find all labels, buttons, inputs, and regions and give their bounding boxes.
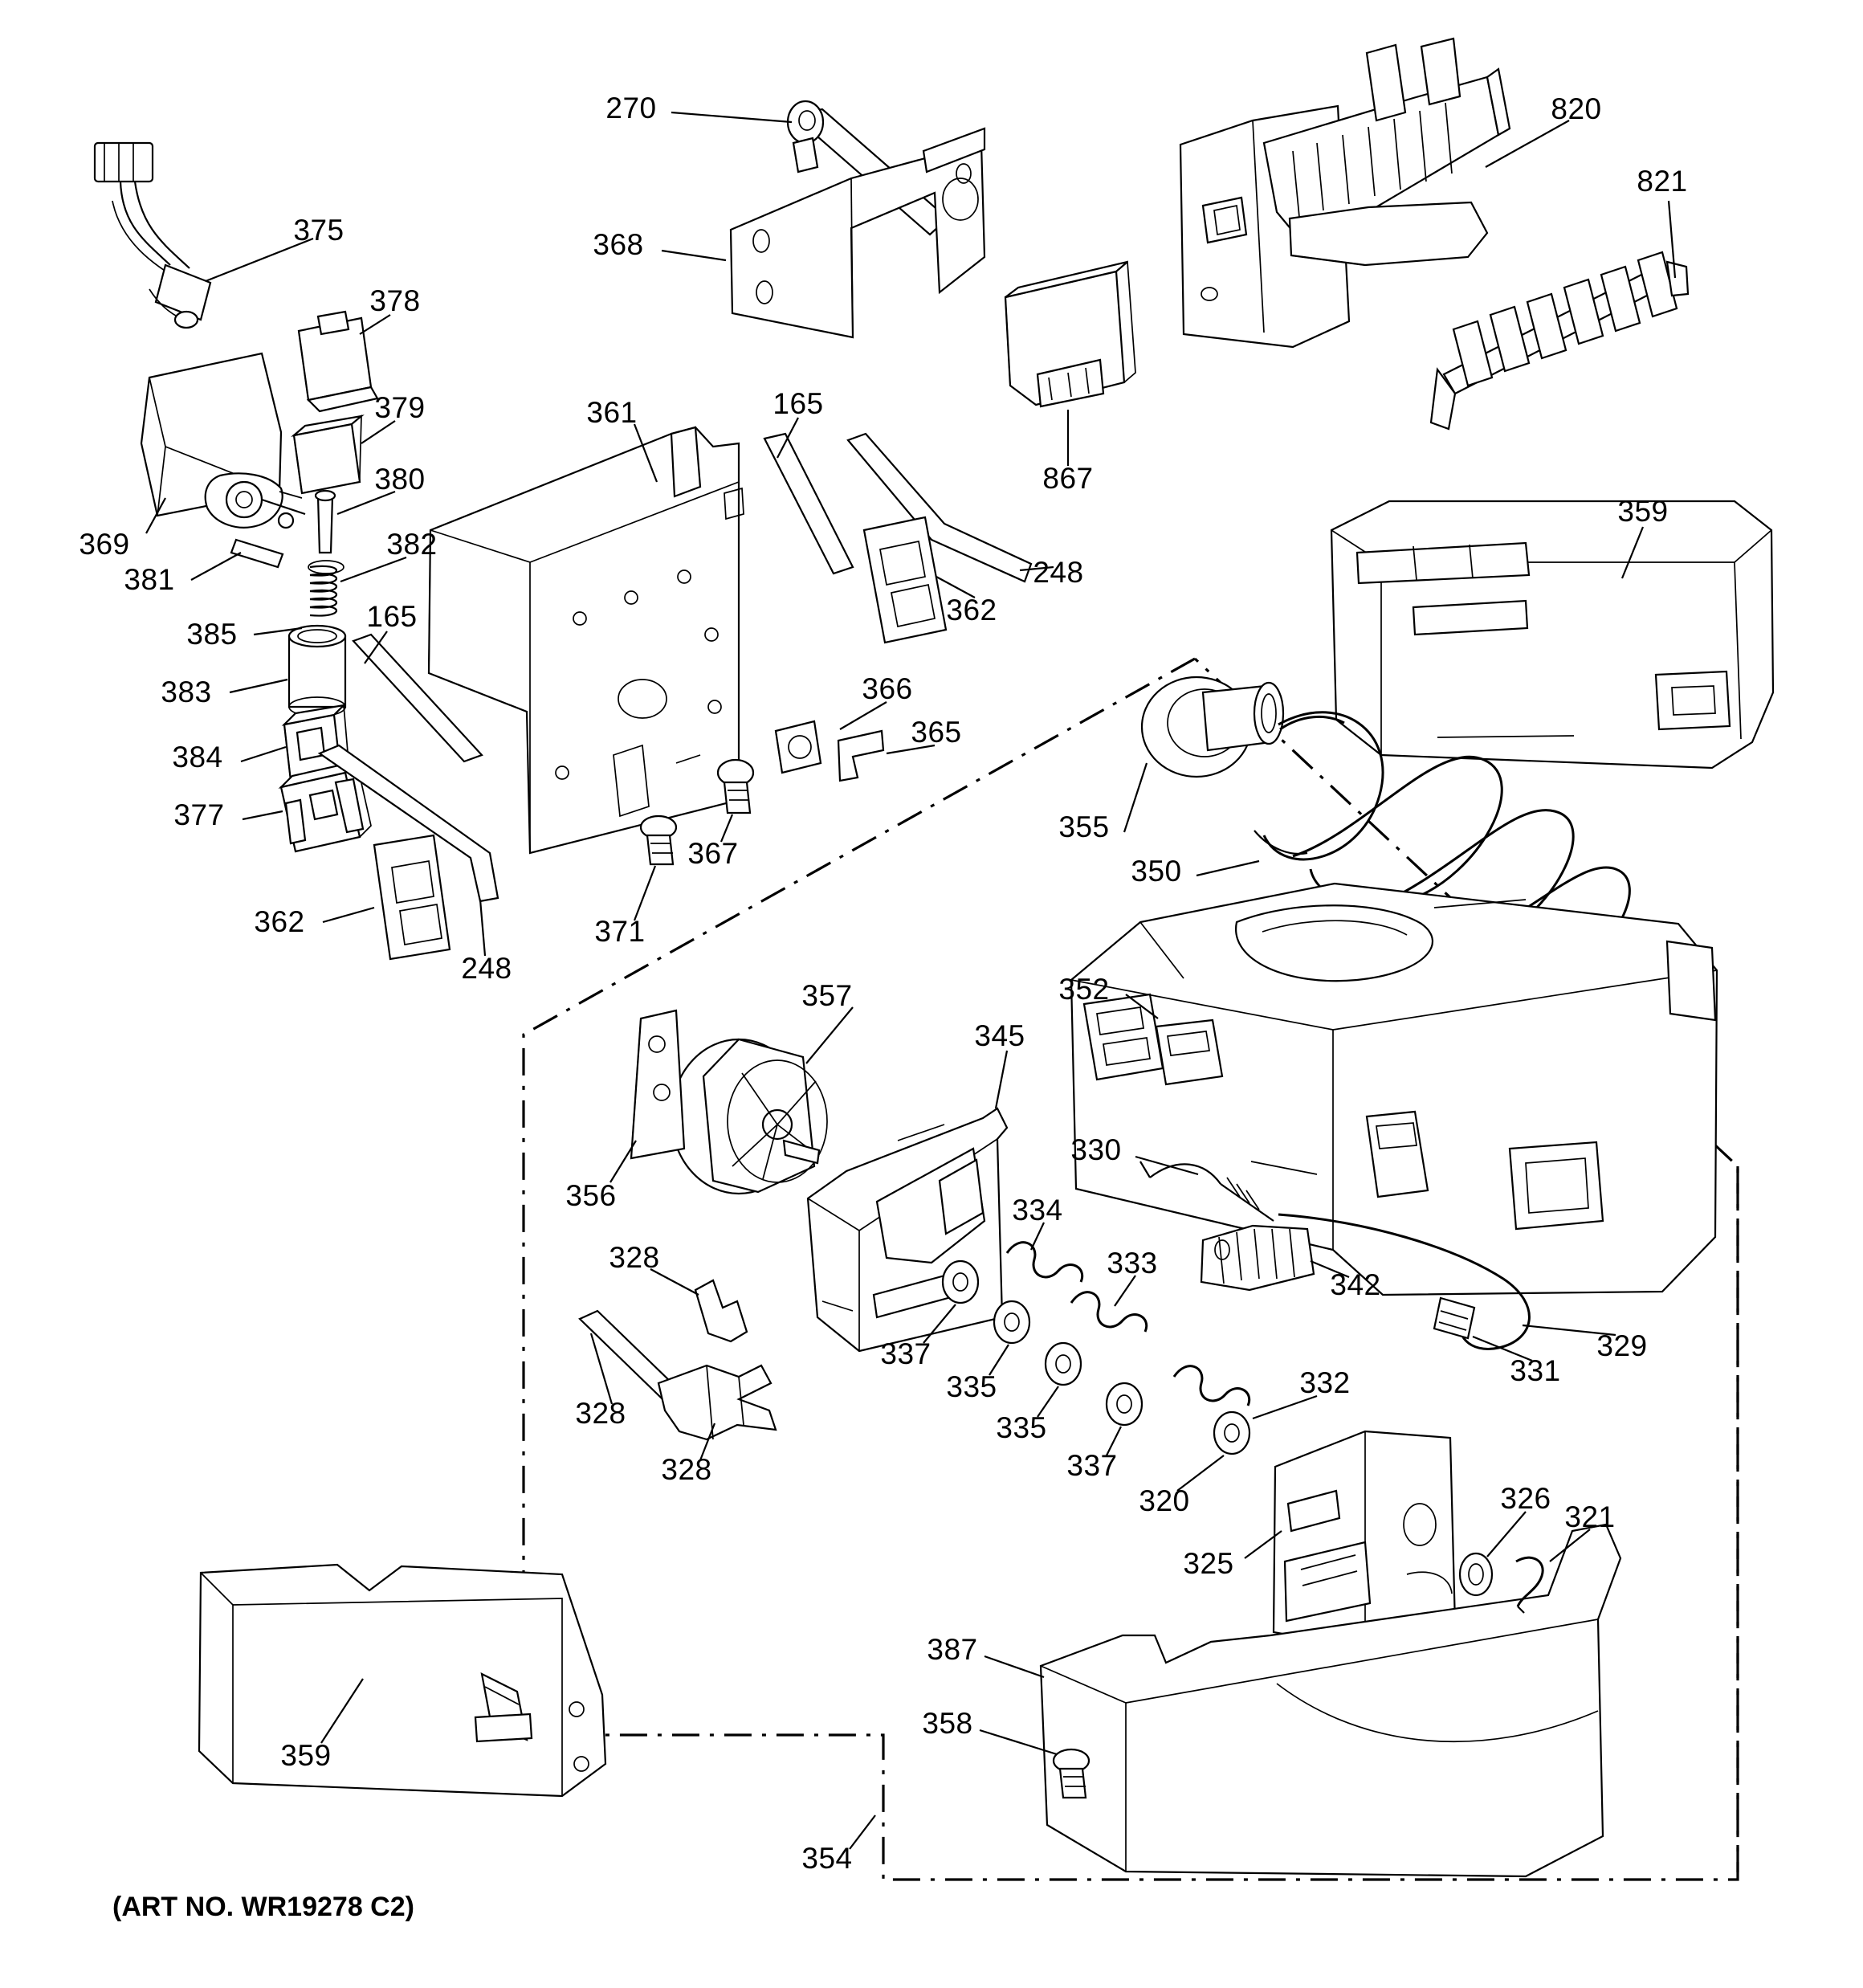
- callout-331: 331: [1510, 1354, 1561, 1387]
- callout-321: 321: [1564, 1500, 1616, 1533]
- callout-381: 381: [124, 563, 175, 596]
- part-357-fan: [671, 1039, 827, 1194]
- callout-320: 320: [1139, 1484, 1190, 1517]
- callout-384: 384: [172, 741, 223, 774]
- callout-165-right: 165: [773, 387, 824, 420]
- callout-330: 330: [1070, 1133, 1122, 1166]
- callout-270: 270: [605, 92, 657, 125]
- callout-328-b: 328: [575, 1397, 626, 1430]
- callout-357: 357: [801, 979, 853, 1012]
- callout-337-a: 337: [880, 1337, 932, 1370]
- part-820-ice-maker: [1180, 39, 1510, 347]
- callout-335-a: 335: [946, 1370, 997, 1403]
- callout-335-b: 335: [996, 1411, 1047, 1444]
- callout-345: 345: [974, 1019, 1025, 1052]
- callout-367: 367: [687, 837, 739, 870]
- part-361-housing: [429, 427, 744, 853]
- part-821-rake: [1431, 252, 1688, 429]
- part-366-365: [776, 721, 883, 781]
- callout-352: 352: [1058, 973, 1110, 1006]
- callout-328-a: 328: [609, 1241, 660, 1274]
- art-number-label: (ART NO. WR19278 C2): [112, 1892, 414, 1922]
- callout-368: 368: [593, 228, 644, 261]
- callout-356: 356: [565, 1179, 617, 1212]
- callout-382: 382: [386, 528, 438, 561]
- part-356-bracket: [631, 1010, 684, 1158]
- callout-248-left: 248: [461, 952, 512, 985]
- callout-362-right: 362: [946, 594, 997, 627]
- part-371-screw: [641, 816, 676, 864]
- callout-325: 325: [1183, 1547, 1234, 1580]
- callout-821: 821: [1637, 165, 1688, 198]
- callout-337-b: 337: [1066, 1449, 1118, 1482]
- callout-371: 371: [594, 915, 646, 948]
- callout-350: 350: [1131, 855, 1182, 888]
- callout-380: 380: [374, 463, 426, 496]
- callout-369: 369: [79, 528, 130, 561]
- callout-379: 379: [374, 391, 426, 424]
- callout-358: 358: [922, 1707, 973, 1740]
- part-165-strip-right: [764, 434, 853, 574]
- callout-820: 820: [1551, 92, 1602, 125]
- part-378-coil: [299, 312, 377, 411]
- callout-362-left: 362: [254, 905, 305, 938]
- callout-365: 365: [911, 716, 962, 749]
- callout-867: 867: [1042, 462, 1094, 495]
- part-369-motor: [141, 353, 305, 528]
- callout-359-left: 359: [280, 1739, 332, 1772]
- callout-332: 332: [1299, 1366, 1351, 1399]
- part-362-plate-left: [374, 835, 450, 959]
- part-345-shroud: [808, 1108, 1007, 1351]
- part-380-382-plunger: [308, 491, 344, 616]
- callout-333: 333: [1107, 1247, 1158, 1280]
- callout-354: 354: [801, 1842, 853, 1875]
- callout-334: 334: [1012, 1194, 1063, 1227]
- callout-329: 329: [1596, 1329, 1648, 1362]
- callout-165-left: 165: [366, 600, 418, 633]
- callout-355: 355: [1058, 810, 1110, 843]
- callout-385: 385: [186, 618, 238, 651]
- callout-361: 361: [586, 396, 638, 429]
- callout-326: 326: [1500, 1482, 1551, 1515]
- part-375-harness: [95, 143, 210, 328]
- callout-378: 378: [369, 284, 421, 317]
- callout-375: 375: [293, 214, 344, 247]
- part-379-block: [294, 416, 361, 493]
- callout-366: 366: [862, 672, 913, 705]
- part-383-sleeve: [289, 626, 345, 716]
- callout-359-right: 359: [1617, 495, 1669, 528]
- callout-383: 383: [161, 676, 212, 708]
- part-359-chute-right: [1331, 501, 1773, 768]
- callout-387: 387: [927, 1633, 978, 1666]
- callout-342: 342: [1330, 1268, 1381, 1301]
- callout-377: 377: [173, 798, 225, 831]
- callout-248-right: 248: [1033, 556, 1084, 589]
- part-359-panel-left: [199, 1565, 605, 1796]
- callout-328-c: 328: [661, 1453, 712, 1486]
- part-355-funnel: [1142, 677, 1283, 777]
- part-867-tray: [1005, 262, 1135, 406]
